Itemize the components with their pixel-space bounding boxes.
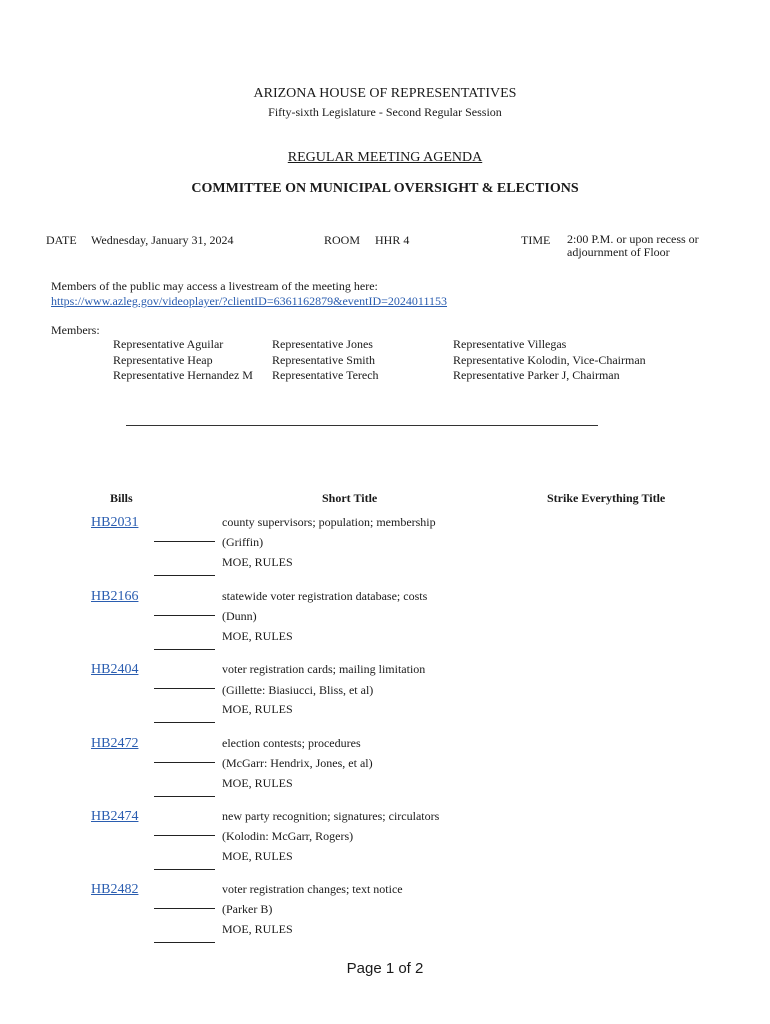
signature-rule xyxy=(154,942,215,943)
livestream-link[interactable]: https://www.azleg.gov/videoplayer/?clientID=6361162879&eventID=2024011153 xyxy=(51,294,448,308)
member-name: Representative Terech xyxy=(272,368,379,382)
room-value: HHR 4 xyxy=(375,233,410,247)
bill-link[interactable]: HB2474 xyxy=(91,809,139,824)
date-label: DATE xyxy=(46,233,77,247)
bill-sponsors: (Kolodin: McGarr, Rogers) xyxy=(222,829,354,843)
agenda-type: REGULAR MEETING AGENDA xyxy=(287,150,483,165)
page-number: Page 1 of 2 xyxy=(346,960,424,977)
room-label: ROOM xyxy=(324,233,361,247)
bill-short-title: election contests; procedures xyxy=(222,736,361,750)
bill-committees: MOE, RULES xyxy=(222,555,293,569)
signature-rule xyxy=(154,722,215,723)
bill-committees: MOE, RULES xyxy=(222,702,293,716)
signature-rule xyxy=(154,908,215,909)
signature-rule xyxy=(154,615,215,616)
livestream-notice xyxy=(51,279,447,309)
bill-row xyxy=(0,736,770,810)
member-name: Representative Villegas xyxy=(453,337,567,351)
bill-link[interactable]: HB2472 xyxy=(91,736,139,751)
bill-link[interactable]: HB2404 xyxy=(91,662,139,677)
bill-committees: MOE, RULES xyxy=(222,776,293,790)
bill-row xyxy=(0,515,770,589)
livestream-text: Members of the public may access a livestream of the meeting here: xyxy=(51,279,378,293)
member-name: Representative Jones xyxy=(272,337,373,351)
signature-rule xyxy=(154,649,215,650)
committee-name: COMMITTEE ON MUNICIPAL OVERSIGHT & ELECTIONS xyxy=(191,181,579,196)
bill-sponsors: (Gillette: Biasiucci, Bliss, et al) xyxy=(222,683,374,697)
signature-rule xyxy=(154,869,215,870)
time-label: TIME xyxy=(521,233,551,247)
bill-link[interactable]: HB2031 xyxy=(91,515,139,530)
section-divider xyxy=(126,425,598,426)
members-column-2 xyxy=(272,337,379,384)
signature-rule xyxy=(154,688,215,689)
bill-committees: MOE, RULES xyxy=(222,922,293,936)
session-subtitle: Fifty-sixth Legislature - Second Regular Session xyxy=(268,105,502,119)
document-title: ARIZONA HOUSE OF REPRESENTATIVES xyxy=(253,86,517,101)
bill-short-title: new party recognition; signatures; circulators xyxy=(222,809,440,823)
date-value: Wednesday, January 31, 2024 xyxy=(91,233,234,247)
bill-short-title: county supervisors; population; membership xyxy=(222,515,436,529)
bill-sponsors: (Griffin) xyxy=(222,535,264,549)
signature-rule xyxy=(154,762,215,763)
member-name: Representative Parker J, Chairman xyxy=(453,368,620,382)
bill-link[interactable]: HB2482 xyxy=(91,882,139,897)
member-name: Representative Kolodin, Vice-Chairman xyxy=(453,352,646,367)
bill-short-title: voter registration changes; text notice xyxy=(222,882,403,896)
signature-rule xyxy=(154,796,215,797)
bill-short-title: statewide voter registration database; costs xyxy=(222,589,428,603)
bill-row xyxy=(0,882,770,956)
bill-committees: MOE, RULES xyxy=(222,629,293,643)
signature-rule xyxy=(154,541,215,542)
bill-row xyxy=(0,589,770,663)
members-column-3 xyxy=(453,337,646,384)
bill-link[interactable]: HB2166 xyxy=(91,589,139,604)
bills-header: Bills xyxy=(110,491,133,505)
time-value: 2:00 P.M. or upon recess or adjournment of Floor xyxy=(567,232,699,259)
member-name: Representative Aguilar xyxy=(113,337,224,351)
bill-sponsors: (Dunn) xyxy=(222,609,257,623)
members-column-1 xyxy=(113,337,253,384)
bill-sponsors: (Parker B) xyxy=(222,902,273,916)
bill-committees: MOE, RULES xyxy=(222,849,293,863)
short-title-header: Short Title xyxy=(322,491,378,505)
member-name: Representative Hernandez M xyxy=(113,368,253,382)
member-name: Representative Smith xyxy=(272,352,375,367)
bill-row xyxy=(0,809,770,883)
bill-sponsors: (McGarr: Hendrix, Jones, et al) xyxy=(222,756,373,770)
strike-title-header: Strike Everything Title xyxy=(547,491,666,505)
signature-rule xyxy=(154,835,215,836)
bill-row xyxy=(0,662,770,736)
members-label: Members: xyxy=(51,323,100,337)
member-name: Representative Heap xyxy=(113,352,213,367)
bill-short-title: voter registration cards; mailing limitation xyxy=(222,662,426,676)
signature-rule xyxy=(154,575,215,576)
